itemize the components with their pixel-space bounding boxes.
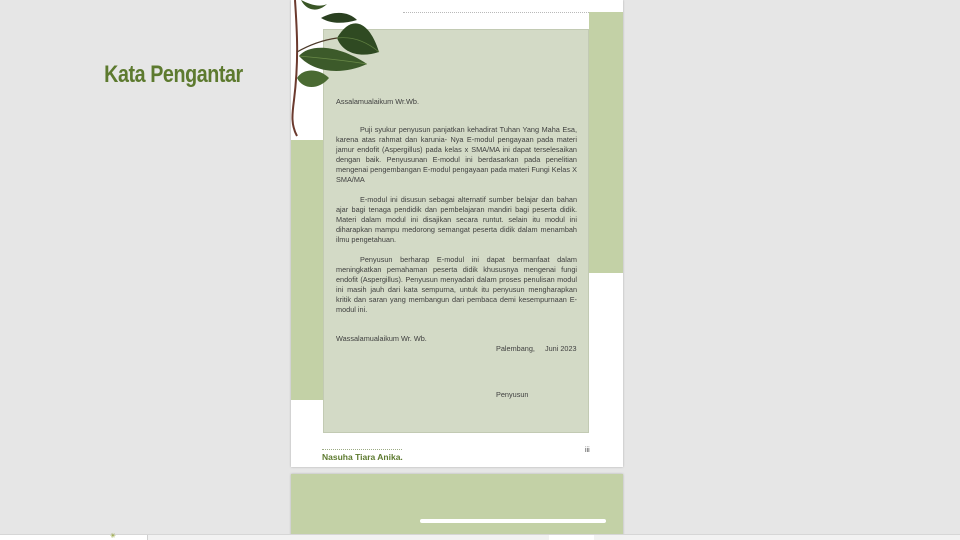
page-number: iii <box>585 447 590 454</box>
status-bar <box>0 534 960 540</box>
decorative-band-left <box>291 140 323 400</box>
footer-author: Nasuha Tiara Anika. <box>322 452 403 462</box>
status-tab[interactable] <box>0 535 148 540</box>
page-title: Kata Pengantar <box>104 61 243 88</box>
scrollbar-thumb[interactable] <box>420 519 606 523</box>
greeting: Assalamualaikum Wr.Wb. <box>336 97 419 106</box>
leaves-icon <box>291 0 383 140</box>
paragraph-3: Penyusun berharap E-modul ini dapat bermanfaat dalam meningkatkan pemahaman peserta didik khususnya mengenai fungi endofit (Aspergillus). Penyusun menyadari dalam proses penulisan modul ini masih jauh dari kata sempurna, untuk itu penyusun mengharapkan kritik dan saran yang membangun dari pembaca demi kesempurnaan E-modul ini. <box>336 255 577 314</box>
paragraph-1: Puji syukur penyusun panjatkan kehadirat Tuhan Yang Maha Esa, karena atas rahmat dan karunia- Nya E-modul pengayaan pada materi jamur endofit (Aspergillus) pada kelas x SMA/MA ini dapat terselesaikan dengan baik. Penyusunan E-modul ini berdasarkan pada penelitian mengenai pengembangan E-modul pengayaan pada materi Fungi Kelas X SMA/MA <box>336 125 577 184</box>
decorative-band-right <box>589 12 623 273</box>
next-page <box>291 474 623 540</box>
status-segment <box>549 535 594 540</box>
top-dotted-line <box>403 12 589 13</box>
date: Juni 2023 <box>544 344 577 353</box>
place-date <box>496 344 577 354</box>
app-icon: ✳ <box>110 533 116 540</box>
signer: Penyusun <box>496 390 529 399</box>
paragraph-2: E-modul ini disusun sebagai alternatif sumber belajar dan bahan ajar bagi tenaga pendidik dan pembelajaran mandiri bagi peserta didik. Materi dalam modul ini disajikan secara runtut. selain itu modul ini diharapkan mampu medorong semangat peserta didik dalam menambah ilmu pengetahuan. <box>336 195 577 244</box>
footer-divider <box>322 449 402 450</box>
place: Palembang, <box>496 344 535 353</box>
closing-greeting: Wassalamualaikum Wr. Wb. <box>336 334 427 343</box>
